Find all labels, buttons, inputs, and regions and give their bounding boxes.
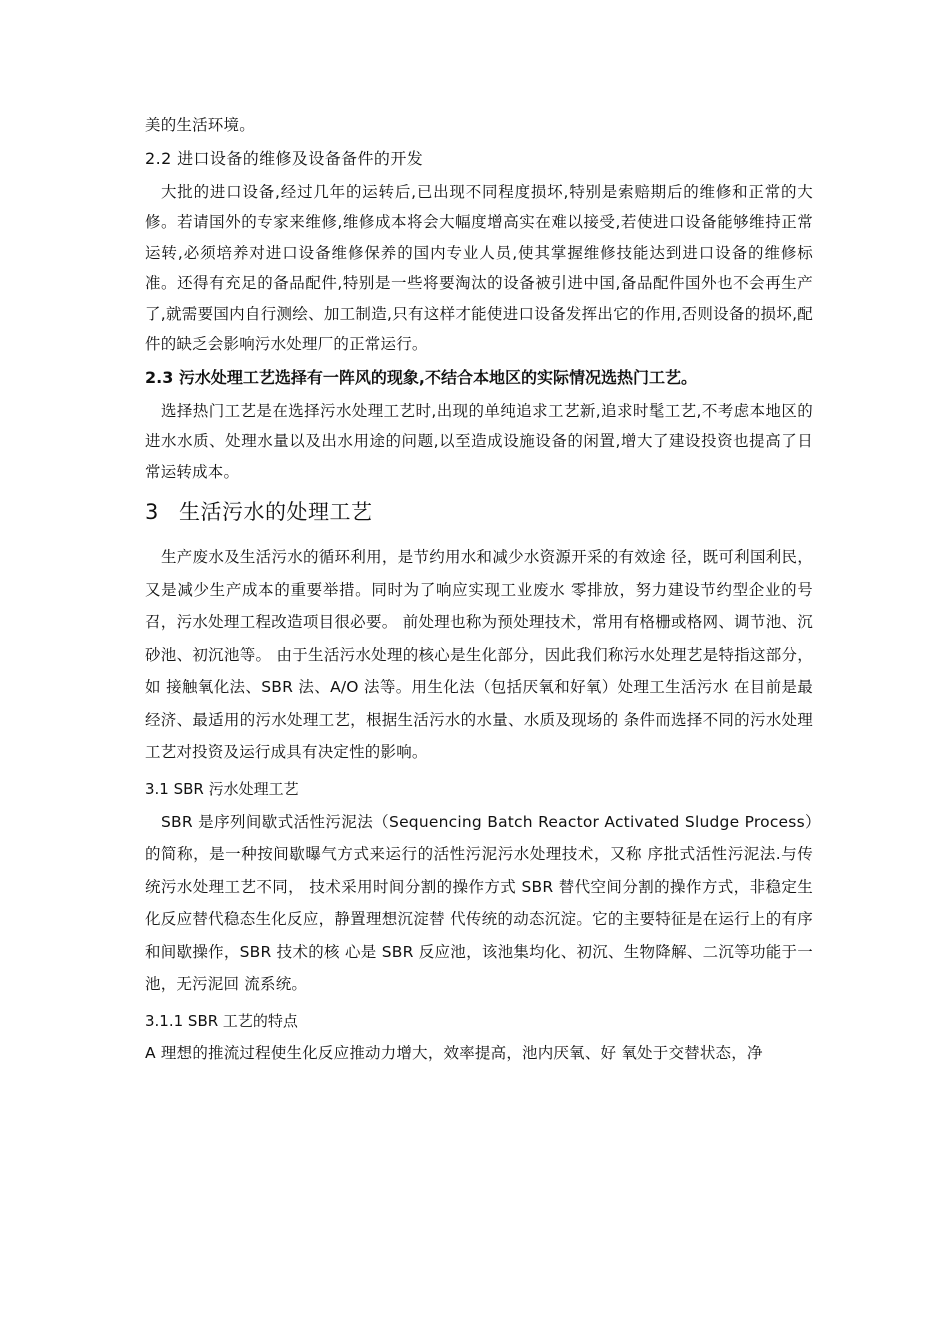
paragraph-3-1: SBR 是序列间歇式活性污泥法（Sequencing Batch Reactor Activated Sludge Process）的简称，是一种按间歇曝气方式来运行的活性污泥污水处理技术，又称 序批式活性污泥法.与传统污水处理工艺不同， 技术采用时间分割的操作方式 SBR 替代空间分割的操作方式，非稳定生化反应替代稳态生化反应，静置理想沉淀替 代传统的动态沉淀。它的主要特征是在运行上的有序和间歇操作，SBR 技术的核 心是 SBR 反应池，该池集均化、初沉、生物降解、二沉等功能于一池，无污泥回 流系统。	[145, 812, 813, 993]
section-3-body	[145, 541, 813, 769]
document-body	[145, 110, 813, 1068]
section-3-1-body	[145, 806, 813, 1001]
heading-3-number: 3	[145, 500, 159, 524]
paragraph-3-1-1: A 理想的推流过程使生化反应推动力增大，效率提高，池内厌氧、好 氧处于交替状态，净	[145, 1043, 763, 1062]
heading-2-2: 2.2 进口设备的维修及设备备件的开发	[145, 148, 424, 168]
heading-3	[145, 495, 813, 529]
paragraph-3: 生产废水及生活污水的循环利用，是节约用水和减少水资源开采的有效途 径，既可利国利民，又是减少生产成本的重要举措。同时为了响应实现工业废水 零排放，努力建设节约型企业的号召，污水处理工程改造项目很必要。 前处理也称为预处理技术，常用有格栅或格网、调节池、沉砂池、初沉池等。 由于生活污水处理的核心是生化部分，因此我们称污水处理艺是特指这部分，如 接触氧化法、SBR 法、A/O 法等。用生化法（包括厌氧和好氧）处理工生活污水 在目前是最经济、最适用的污水处理工艺，根据生活污水的水量、水质及现场的 条件而选择不同的污水处理工艺对投资及运行成具有决定性的影响。	[145, 548, 813, 761]
paragraph-2-2: 大批的进口设备,经过几年的运转后,已出现不同程度损坏,特别是索赔期后的维修和正常的大修。若请国外的专家来维修,维修成本将会大幅度增高实在难以接受,若使进口设备能够维持正常运转,必须培养对进口设备维修保养的国内专业人员,使其掌握维修技能达到进口设备的维修标准。还得有充足的备品配件,特别是一些将要淘汰的设备被引进中国,备品配件国外也不会再生产了,就需要国内自行测绘、加工制造,只有这样才能使进口设备发挥出它的作用,否则设备的损坏,配件的缺乏会影响污水处理厂的正常运行。	[145, 182, 813, 353]
heading-2-3: 2.3 污水处理工艺选择有一阵风的现象,不结合本地区的实际情况选热门工艺。	[145, 367, 697, 387]
heading-3-1: 3.1 SBR 污水处理工艺	[145, 779, 299, 798]
heading-3-title: 生活污水的处理工艺	[179, 500, 373, 524]
heading-3-1-1: 3.1.1 SBR 工艺的特点	[145, 1011, 298, 1030]
paragraph-intro-tail: 美的生活环境。	[145, 116, 255, 134]
paragraph-2-3: 选择热门工艺是在选择污水处理工艺时,出现的单纯追求工艺新,追求时髦工艺,不考虑本地区的进水水质、处理水量以及出水用途的问题,以至造成设施设备的闲置,增大了建设投资也提高了日常运转成本。	[145, 401, 813, 481]
